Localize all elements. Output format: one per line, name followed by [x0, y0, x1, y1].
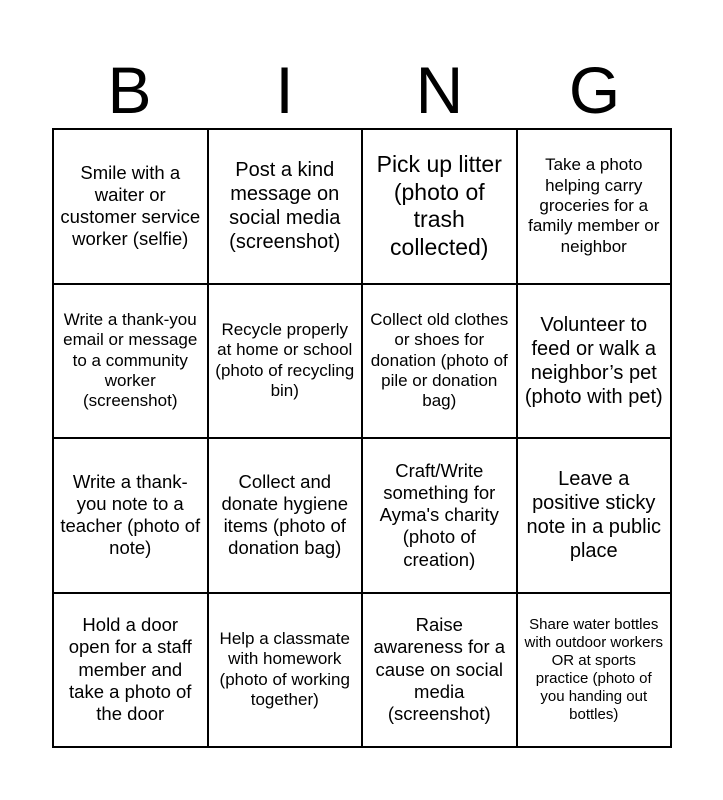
cell-text: Pick up litter (photo of trash collected) [376, 151, 502, 260]
bingo-cell-r3-c3[interactable] [362, 438, 517, 593]
cell-text: Hold a door open for a staff member and take a photo of the door [68, 614, 192, 725]
cell-text: Write a thank-you note to a teacher (photo of note) [60, 470, 201, 559]
bingo-cell-r3-c2[interactable] [208, 438, 363, 593]
bingo-cell-r1-c2[interactable] [208, 129, 363, 284]
bingo-cell-r2-c2[interactable] [208, 284, 363, 439]
bingo-cell-r1-c3[interactable] [362, 129, 517, 284]
cell-text: Smile with a waiter or customer service worker (selfie) [60, 161, 201, 250]
header-letter-g: G [568, 53, 621, 127]
bingo-cell-r2-c1[interactable] [53, 284, 208, 439]
bingo-cell-r2-c4[interactable] [517, 284, 672, 439]
bingo-cell-r4-c2[interactable] [208, 593, 363, 748]
cell-text: Help a classmate with homework (photo of working together) [219, 628, 350, 710]
cell-text: Leave a positive sticky note in a public place [526, 468, 662, 563]
bingo-cell-r4-c4[interactable] [517, 593, 672, 748]
bingo-cell-r1-c4[interactable] [517, 129, 672, 284]
bingo-cell-r3-c1[interactable] [53, 438, 208, 593]
cell-text: Collect old clothes or shoes for donation (photo of pile or donation bag) [370, 309, 509, 411]
cell-text: Take a photo helping carry groceries for a family member or neighbor [528, 155, 660, 256]
bingo-board [52, 128, 672, 748]
cell-text: Volunteer to feed or walk a neighbor’s pet (photo with pet) [524, 313, 663, 408]
bingo-cell-r3-c4[interactable] [517, 438, 672, 593]
cell-text: Collect and donate hygiene items (photo of donation bag) [221, 470, 349, 559]
header-letter-i: I [275, 53, 294, 127]
cell-text: Share water bottles with outdoor workers OR at sports practice (photo of you handing out bottles) [524, 615, 663, 723]
bingo-cell-r2-c3[interactable] [362, 284, 517, 439]
header-letter-b: B [107, 53, 152, 127]
header-letter-n: N [415, 53, 464, 127]
bingo-cell-r1-c1[interactable] [53, 129, 208, 284]
bingo-cell-r4-c3[interactable] [362, 593, 517, 748]
cell-text: Craft/Write something for Ayma's charity (photo of creation) [379, 459, 499, 570]
bingo-cell-r4-c1[interactable] [53, 593, 208, 748]
cell-text: Recycle properly at home or school (photo of recycling bin) [215, 319, 355, 401]
cell-text: Raise awareness for a cause on social media (screenshot) [373, 614, 506, 725]
cell-text: Post a kind message on social media (screenshot) [229, 159, 341, 254]
bingo-header [52, 52, 672, 128]
cell-text: Write a thank-you email or message to a community worker (screenshot) [63, 309, 198, 411]
